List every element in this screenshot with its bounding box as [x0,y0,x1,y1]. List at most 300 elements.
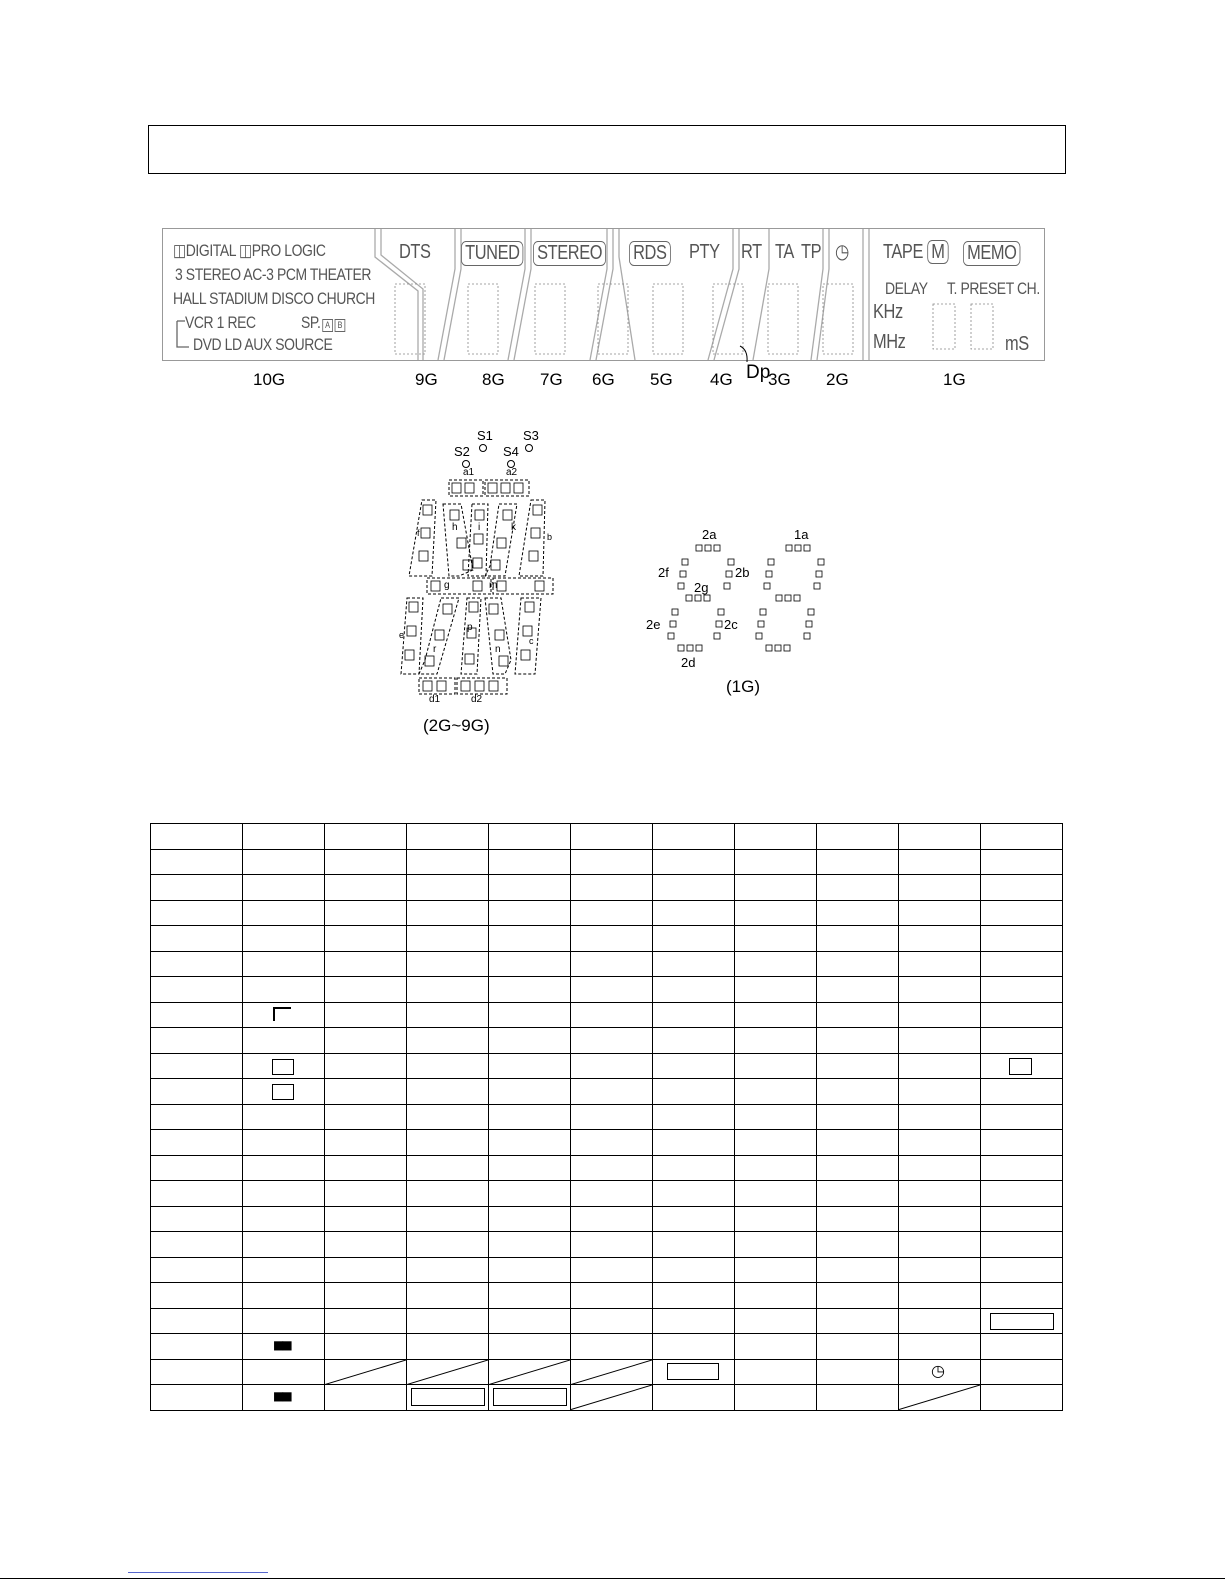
table-cell [899,1104,981,1130]
bracket-icon [273,1007,291,1021]
table-cell [151,1079,243,1105]
table-cell [325,1053,407,1079]
grid-label-1g: 1G [943,370,966,389]
table-cell [407,977,489,1003]
table-cell [899,1130,981,1156]
digit-diagram [640,525,840,705]
table-cell [735,1104,817,1130]
table-cell [735,900,817,926]
vfd-rds: RDS [629,241,671,266]
table-cell [243,1334,325,1360]
table-cell [151,1283,243,1309]
seg-s3: S3 [523,428,539,443]
clock-icon: ◷ [835,241,849,263]
table-cell [571,1002,653,1028]
footer-rule [0,1578,1225,1579]
table-cell [653,1232,735,1258]
table-cell [735,1028,817,1054]
table-row [151,1002,1063,1028]
dp-pointer [738,344,752,364]
table-cell [981,1053,1063,1079]
table-cell [653,1002,735,1028]
table-cell [735,1232,817,1258]
table-cell [981,1028,1063,1054]
table-cell [243,1028,325,1054]
table-cell [325,1334,407,1360]
grid-label-10g: 10G [253,370,286,389]
table-cell [407,1155,489,1181]
digit-2d: 2d [681,655,696,670]
table-cell [325,1308,407,1334]
vfd-rt: RT [741,241,762,263]
table-cell [151,1308,243,1334]
table-cell [817,1130,899,1156]
vfd-ms: mS [1005,333,1029,355]
table-cell [325,951,407,977]
table-cell [325,1104,407,1130]
table-cell [981,1079,1063,1105]
table-cell [325,1385,407,1411]
table-cell [899,849,981,875]
table-cell [571,900,653,926]
table-row [151,1104,1063,1130]
table-row [151,1308,1063,1334]
table-row [151,1257,1063,1283]
table-cell [571,1334,653,1360]
digit-2b: 2b [735,565,750,580]
table-cell [243,1232,325,1258]
seg-n: n [495,644,501,655]
digit-2a: 2a [702,527,717,542]
table-cell [151,1334,243,1360]
table-cell [243,1257,325,1283]
digit-2f: 2f [658,565,669,580]
table-cell [653,1079,735,1105]
table-cell [899,1257,981,1283]
table-cell [325,1028,407,1054]
table-cell [653,1104,735,1130]
table-cell [325,1359,407,1385]
grid-label-6g: 6G [592,370,615,389]
table-cell [151,1104,243,1130]
vfd-tape-label: TAPE [883,241,923,263]
table-cell [151,977,243,1003]
vfd-tape [883,241,949,264]
vfd-sources: DVD LD AUX SOURCE [193,335,333,354]
table-cell [817,1002,899,1028]
table-cell [899,1181,981,1207]
table-cell [817,1155,899,1181]
table-cell [151,1257,243,1283]
segment-map-table [150,823,1063,1411]
table-cell [325,1206,407,1232]
table-cell [571,926,653,952]
vfd-delay: DELAY [885,279,928,298]
vfd-tp: TP [801,241,822,263]
table-cell [571,849,653,875]
seg-h: h [452,522,458,533]
table-cell [653,1385,735,1411]
table-cell [489,900,571,926]
vfd-tpreset: T. PRESET CH. [947,279,1040,298]
table-cell [981,1206,1063,1232]
table-cell [981,1155,1063,1181]
dolby-icon: ◫ [173,241,186,260]
table-cell [151,1155,243,1181]
table-cell [653,926,735,952]
table-cell [325,1181,407,1207]
table-cell [325,849,407,875]
table-cell [817,1232,899,1258]
table-cell [899,1079,981,1105]
table-cell [325,926,407,952]
seg-m: m [489,580,498,591]
table-cell [243,1283,325,1309]
wide-box-icon [411,1388,485,1406]
table-cell [817,1257,899,1283]
diagonal-slash [407,1360,488,1385]
grid-label-7g: 7G [540,370,563,389]
table-cell [407,1359,489,1385]
table-cell [653,1257,735,1283]
table-cell [735,1334,817,1360]
digit-2g: 2g [694,580,709,595]
table-cell [243,824,325,850]
seg-b: b [547,532,553,542]
grid-label-2g: 2G [826,370,849,389]
vfd-memo: MEMO [963,241,1021,266]
seg-s2: S2 [454,444,470,459]
table-cell [407,900,489,926]
seg-r: r [433,644,437,655]
table-cell [243,1104,325,1130]
table-row [151,1283,1063,1309]
table-cell [151,926,243,952]
wide-box-icon [493,1388,567,1406]
table-cell [571,1232,653,1258]
table-cell [735,1283,817,1309]
table-row [151,1385,1063,1411]
grid-label-3g: 3G [768,370,791,389]
table-cell [407,1130,489,1156]
table-cell [653,977,735,1003]
table-cell [653,875,735,901]
table-cell [981,1308,1063,1334]
seg-a2: a2 [506,467,518,478]
table-cell [899,1359,981,1385]
table-cell [243,1206,325,1232]
table-cell [407,1104,489,1130]
table-cell [489,1028,571,1054]
table-cell [899,1206,981,1232]
table-cell [981,1359,1063,1385]
diagonal-slash [325,1360,406,1385]
table-cell [571,1028,653,1054]
table-cell [653,1155,735,1181]
table-cell [407,849,489,875]
table-cell [571,1130,653,1156]
table-cell [489,1283,571,1309]
table-cell [899,824,981,850]
table-cell [243,900,325,926]
diagonal-slash [489,1360,570,1385]
seg-k: k [511,522,516,533]
table-cell [243,1079,325,1105]
table-cell [571,1257,653,1283]
table-cell [325,900,407,926]
table-cell [981,900,1063,926]
diagonal-slash [571,1360,652,1385]
table-cell [407,1232,489,1258]
seg-caption: (2G~9G) [423,716,490,735]
table-cell [407,1308,489,1334]
table-cell [653,1308,735,1334]
grid-label-4g: 4G [710,370,733,389]
table-row [151,1079,1063,1105]
table-cell [243,875,325,901]
table-cell [981,977,1063,1003]
table-cell [653,1334,735,1360]
table-cell [243,1053,325,1079]
table-cell [735,824,817,850]
table-cell [817,849,899,875]
table-cell [817,1053,899,1079]
table-cell [735,1053,817,1079]
table-cell [325,875,407,901]
table-cell [325,1079,407,1105]
table-cell [325,1257,407,1283]
grid-label-5g: 5G [650,370,673,389]
table-cell [735,926,817,952]
segment-shapes [395,430,565,710]
table-cell [151,1206,243,1232]
grid-label-8g: 8G [482,370,505,389]
table-cell [489,1002,571,1028]
table-cell [151,875,243,901]
table-row [151,1206,1063,1232]
table-cell [243,1308,325,1334]
vfd-sp [301,313,345,333]
diagonal-slash [899,1385,980,1410]
digit-2c: 2c [724,617,738,632]
table-row [151,977,1063,1003]
table-cell [981,1104,1063,1130]
table-cell [151,849,243,875]
table-cell [243,1181,325,1207]
table-cell [151,1232,243,1258]
table-cell [407,1385,489,1411]
table-cell [981,1334,1063,1360]
table-cell [325,824,407,850]
table-cell [899,951,981,977]
table-cell [981,1257,1063,1283]
table-cell [653,1206,735,1232]
table-cell [735,1206,817,1232]
table-cell [407,824,489,850]
table-row [151,875,1063,901]
table-cell [243,1130,325,1156]
square-icon [272,1059,294,1075]
wide-box-icon [990,1313,1054,1330]
seg-s4: S4 [503,444,519,459]
table-cell [653,951,735,977]
table-cell [735,875,817,901]
table-row [151,1334,1063,1360]
table-cell [735,1385,817,1411]
vfd-mhz: MHz [873,331,906,353]
table-cell [981,1130,1063,1156]
table-cell [735,1308,817,1334]
vfd-digital: DIGITAL [185,241,236,260]
table-cell [489,849,571,875]
table-cell [735,1359,817,1385]
table-cell [325,1002,407,1028]
table-cell [981,926,1063,952]
table-cell [653,1053,735,1079]
table-cell [735,1181,817,1207]
table-cell [489,926,571,952]
table-cell [899,1334,981,1360]
table-cell [735,1257,817,1283]
table-cell [653,1359,735,1385]
vfd-dolby-line [173,241,326,261]
table-cell [981,1181,1063,1207]
vfd-tape-m: M [927,240,948,264]
table-cell [571,1104,653,1130]
table-cell [407,1334,489,1360]
segment-diagram [395,430,565,740]
table-cell [489,1053,571,1079]
table-row [151,1028,1063,1054]
table-cell [653,849,735,875]
table-row [151,951,1063,977]
table-cell [981,1385,1063,1411]
table-cell [243,1002,325,1028]
table-cell [571,1181,653,1207]
table-cell [243,926,325,952]
table-cell [899,1232,981,1258]
table-cell [151,1053,243,1079]
table-cell [899,1002,981,1028]
table-cell [571,1053,653,1079]
table-cell [407,1028,489,1054]
table-cell [817,1181,899,1207]
table-row [151,1359,1063,1385]
vfd-dts: DTS [399,241,431,263]
table-cell [735,1002,817,1028]
table-cell [817,900,899,926]
table-cell [735,849,817,875]
vfd-sp-b: B [334,319,345,332]
table-row [151,1232,1063,1258]
table-cell [817,824,899,850]
table-cell [489,1359,571,1385]
digit-caption: (1G) [726,677,760,696]
dolby-icon: ■■ [273,1389,290,1403]
table-cell [571,977,653,1003]
vfd-stereo: STEREO [533,241,606,266]
seg-f: f [417,528,420,538]
table-cell [489,1385,571,1411]
table-cell [571,1206,653,1232]
table-cell [151,900,243,926]
table-cell [653,1283,735,1309]
table-cell [899,900,981,926]
table-row [151,1130,1063,1156]
digit-1a: 1a [794,527,809,542]
table-cell [981,1232,1063,1258]
vfd-pty: PTY [689,241,720,263]
table-cell [489,1079,571,1105]
table-cell [243,1155,325,1181]
table-cell [571,824,653,850]
table-cell [407,1053,489,1079]
table-cell [735,1079,817,1105]
table-cell [489,951,571,977]
box-icon [667,1363,719,1380]
table-cell [817,875,899,901]
table-cell [817,951,899,977]
table-cell [817,926,899,952]
table-cell [899,1385,981,1411]
diagonal-slash [571,1385,652,1410]
table-cell [489,875,571,901]
table-cell [489,1181,571,1207]
table-cell [981,1283,1063,1309]
digit-shapes [640,525,840,670]
seg-e: e [399,630,405,640]
dolby-icon-2: ◫ [239,241,252,260]
table-cell [899,1283,981,1309]
seg-c: c [529,636,534,646]
vfd-vcr: VCR 1 REC [185,313,256,332]
table-row [151,824,1063,850]
table-cell [489,1104,571,1130]
dp-label: Dp [746,362,771,383]
seg-p: p [467,622,473,633]
vfd-display-panel [162,228,1045,361]
digit-2e: 2e [646,617,661,632]
vfd-line2: 3 STEREO AC-3 PCM THEATER [175,265,372,284]
table-cell [981,875,1063,901]
table-cell [817,1283,899,1309]
vfd-line3: HALL STADIUM DISCO CHURCH [173,289,375,308]
title-box [148,125,1066,174]
table-cell [489,1257,571,1283]
table-cell [653,1028,735,1054]
dolby-icon: ■■ [273,1338,290,1352]
table-cell [817,1385,899,1411]
table-cell [735,1130,817,1156]
vfd-prologic: PRO LOGIC [251,241,326,260]
table-cell [981,849,1063,875]
table-cell [243,977,325,1003]
table-row [151,1053,1063,1079]
table-cell [899,1155,981,1181]
table-cell [151,951,243,977]
table-cell [981,824,1063,850]
seg-d1: d1 [429,694,441,705]
vfd-tuned: TUNED [461,241,524,266]
seg-d2: d2 [471,694,483,705]
table-cell [571,951,653,977]
table-cell [407,1181,489,1207]
table-cell [817,1308,899,1334]
table-cell [243,1385,325,1411]
table-cell [243,849,325,875]
table-cell [151,1002,243,1028]
table-cell [325,1155,407,1181]
